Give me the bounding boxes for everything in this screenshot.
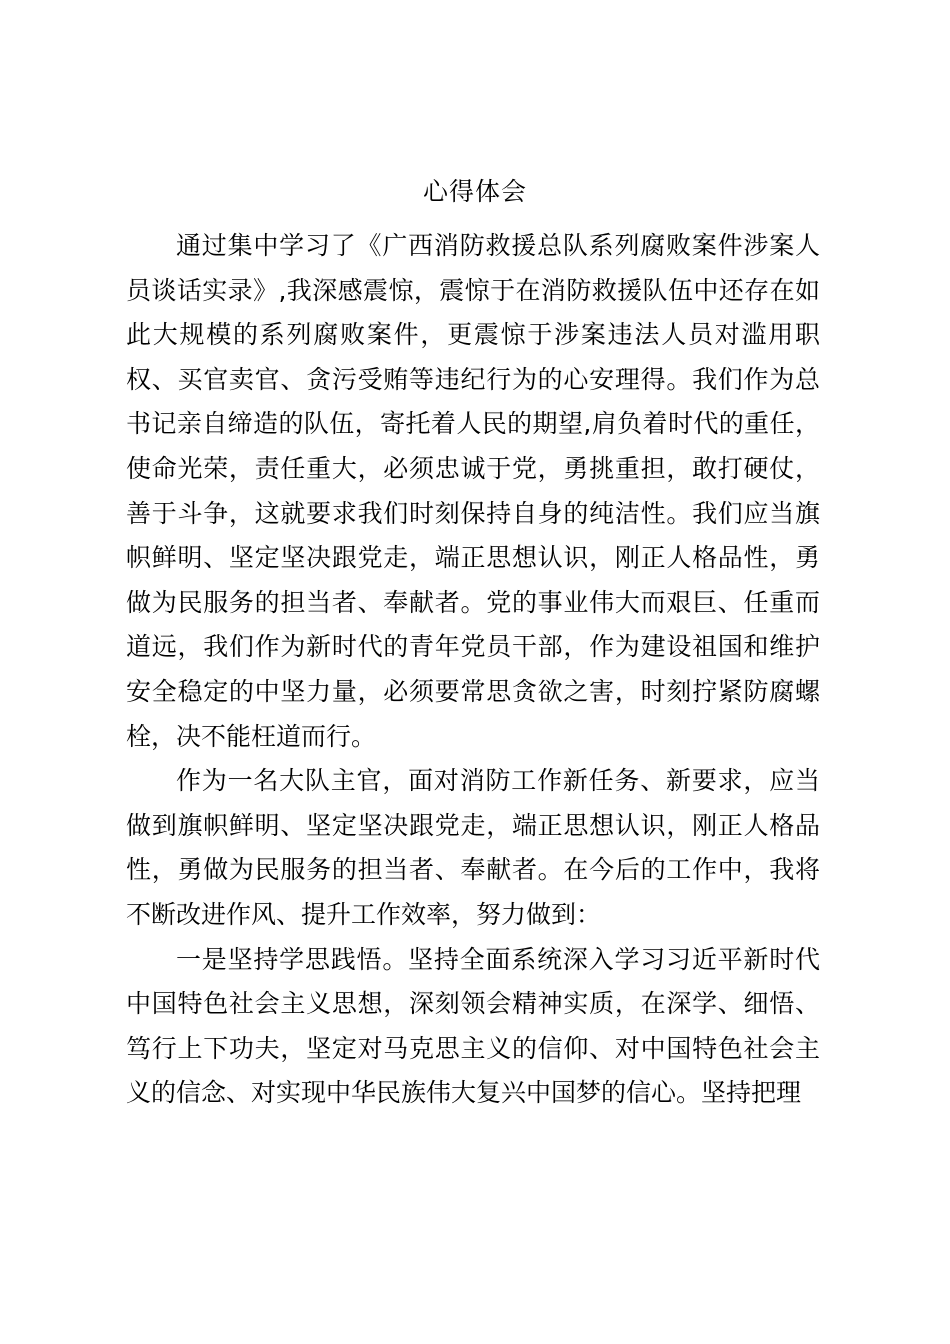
document-body: [126, 224, 820, 1116]
paragraph-3: 一是坚持学思践悟。坚持全面系统深入学习习近平新时代中国特色社会主义思想，深刻领会精神实质，在深学、细悟、笃行上下功夫，坚定对马克思主义的信仰、对中国特色社会主义的信念、对实现中华民族伟大复兴中国梦的信心。坚持把理: [126, 944, 820, 1108]
document-title: 心得体会: [422, 177, 527, 206]
paragraph-2: 作为一名大队主官，面对消防工作新任务、新要求，应当做到旗帜鲜明、坚定坚决跟党走，端正思想认识，刚正人格品性，勇做为民服务的担当者、奉献者。在今后的工作中，我将不断改进作风、提升工作效率，努力做到：: [126, 766, 820, 929]
paragraph-1: 通过集中学习了《广西消防救援总队系列腐败案件涉案人员谈话实录》,我深感震惊，震惊于在消防救援队伍中还存在如此大规模的系列腐败案件，更震惊于涉案违法人员对滥用职权、买官卖官、贪污受贿等违纪行为的心安理得。我们作为总书记亲自缔造的队伍，寄托着人民的期望,肩负着时代的重任，使命光荣，责任重大，必须忠诚于党，勇挑重担，敢打硬仗，善于斗争，这就要求我们时刻保持自身的纯洁性。我们应当旗帜鲜明、坚定坚决跟党走，端正思想认识，刚正人格品性，勇做为民服务的担当者、奉献者。党的事业伟大而艰巨、任重而道远，我们作为新时代的青年党员干部，作为建设祖国和维护安全稳定的中坚力量，必须要常思贪欲之害，时刻拧紧防腐螺栓，决不能枉道而行。: [126, 231, 820, 751]
